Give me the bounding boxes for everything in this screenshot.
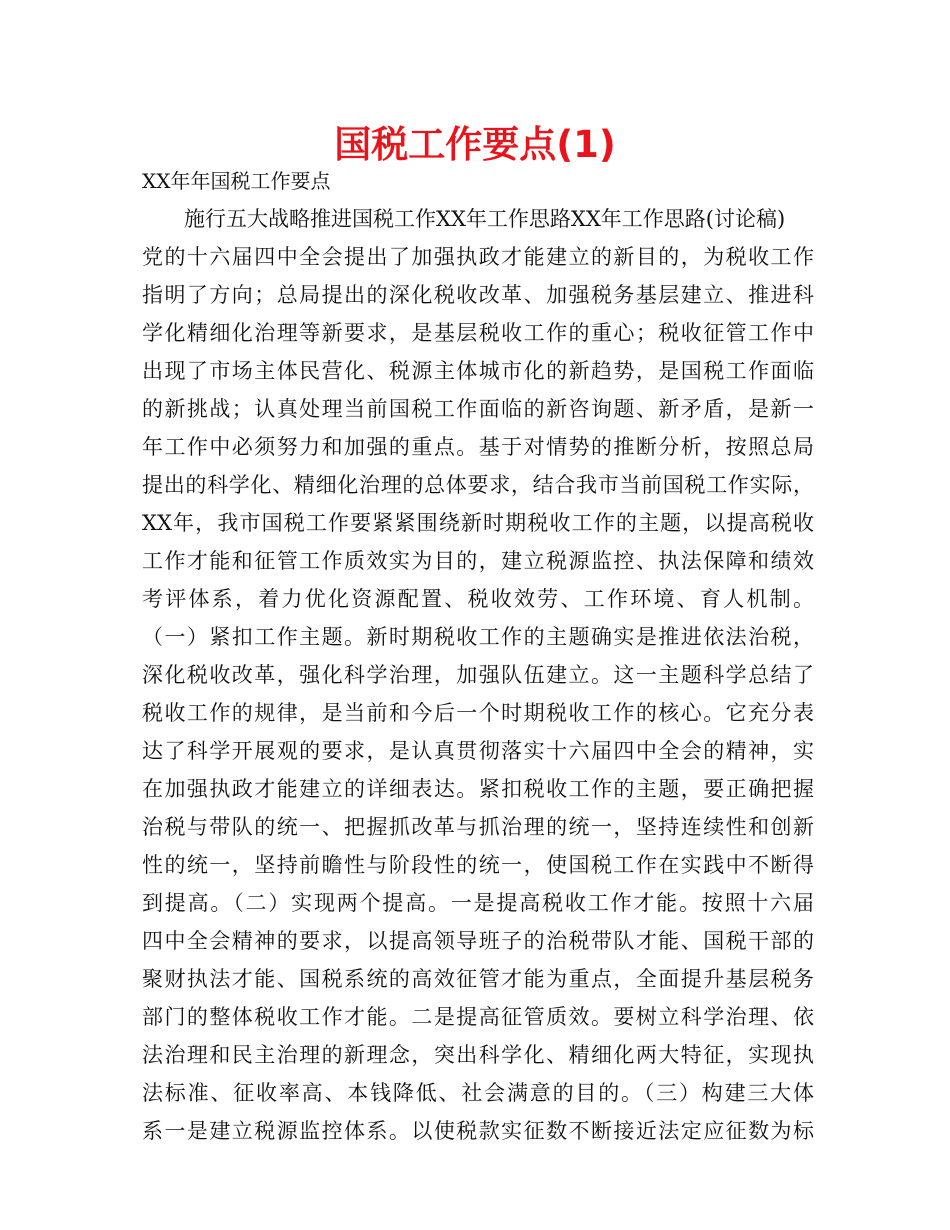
body-line: 考评体系，着力优化资源配置、税收效劳、工作环境、育人机制。 [142, 587, 814, 611]
body-line: 部门的整体税收工作才能。二是提高征管质效。要树立科学治理、依 [142, 1005, 814, 1029]
body-line: 法标准、征收率高、本钱降低、社会满意的目的。（三）构建三大体 [142, 1081, 814, 1105]
body-line: 深化税收改革，强化科学治理，加强队伍建立。这一主题科学总结了 [142, 663, 814, 687]
body-line: 系一是建立税源监控体系。以使税款实征数不断接近法定应征数为标 [142, 1119, 814, 1143]
body-line: 年工作中必须努力和加强的重点。基于对情势的推断分析，按照总局 [142, 435, 814, 459]
body-line: XX年，我市国税工作要紧紧围绕新时期税收工作的主题，以提高税收 [142, 511, 814, 535]
body-line: 聚财执法才能、国税系统的高效征管才能为重点，全面提升基层税务 [142, 967, 814, 991]
body-line: 工作才能和征管工作质效实为目的，建立税源监控、执法保障和绩效 [142, 549, 814, 573]
document-subtitle: XX年年国税工作要点 [142, 169, 331, 193]
body-line: 学化精细化治理等新要求，是基层税收工作的重心；税收征管工作中 [142, 321, 814, 345]
body-line: 指明了方向；总局提出的深化税收改革、加强税务基层建立、推进科 [142, 283, 814, 307]
body-line: 性的统一，坚持前瞻性与阶段性的统一，使国税工作在实践中不断得 [142, 853, 814, 877]
body-line: 达了科学开展观的要求，是认真贯彻落实十六届四中全会的精神，实 [142, 739, 814, 763]
body-line: 党的十六届四中全会提出了加强执政才能建立的新目的，为税收工作 [142, 245, 814, 269]
document-body [142, 200, 814, 1150]
body-line: 税收工作的规律，是当前和今后一个时期税收工作的核心。它充分表 [142, 701, 814, 725]
body-line: 到提高。（二）实现两个提高。一是提高税收工作才能。按照十六届 [142, 891, 814, 915]
body-line: 的新挑战；认真处理当前国税工作面临的新咨询题、新矛盾，是新一 [142, 397, 814, 421]
body-line: 法治理和民主治理的新理念，突出科学化、精细化两大特征，实现执 [142, 1043, 814, 1067]
document-title: 国税工作要点(1) [334, 123, 616, 166]
body-line: 治税与带队的统一、把握抓改革与抓治理的统一，坚持连续性和创新 [142, 815, 814, 839]
body-line: 在加强执政才能建立的详细表达。紧扣税收工作的主题，要正确把握 [142, 777, 814, 801]
body-line: 施行五大战略推进国税工作XX年工作思路XX年工作思路(讨论稿) [184, 207, 786, 231]
body-line: 出现了市场主体民营化、税源主体城市化的新趋势，是国税工作面临 [142, 359, 814, 383]
body-line: （一）紧扣工作主题。新时期税收工作的主题确实是推进依法治税， [142, 625, 814, 649]
body-line: 四中全会精神的要求，以提高领导班子的治税带队才能、国税干部的 [142, 929, 814, 953]
body-line: 提出的科学化、精细化治理的总体要求，结合我市当前国税工作实际， [142, 473, 814, 497]
